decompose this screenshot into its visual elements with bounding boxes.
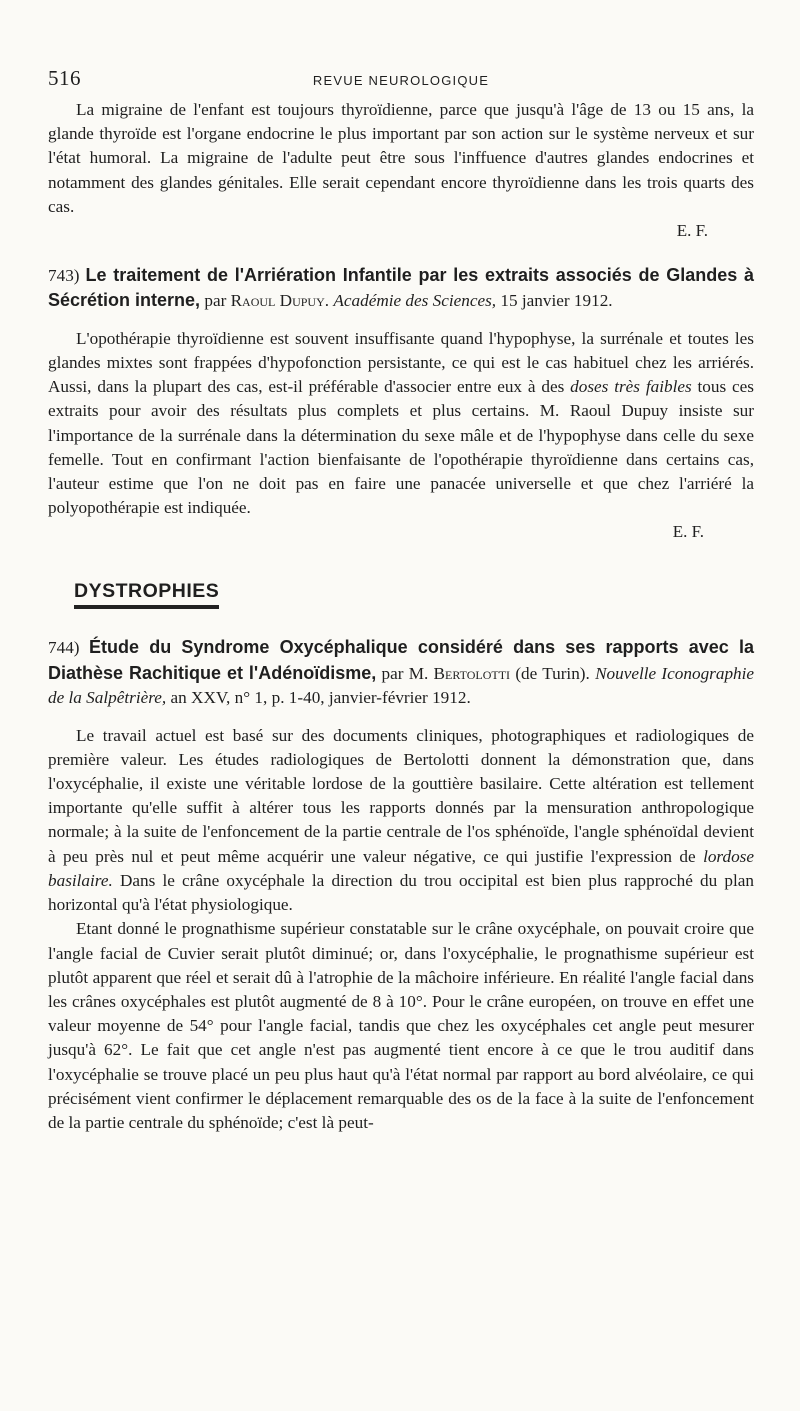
entry-743-title: Le traitement de l'Arriération Infantile par les extraits associés de Glandes à Sécrétion interne, (48, 265, 755, 311)
entry-744-origin: (de Turin). (515, 663, 590, 683)
entry-744-text-a: Le travail actuel est basé sur des documents cliniques, photographiques et radiologiques de première valeur. Les études radiologiques de Bertolotti donnent la démonstration que, dans l'oxycéphalie, il existe une véritable lordose de la gouttière basilaire. Cette altération est tellement importante qu'elle suffit à altérer tous les rapports donnés par la mensuration anthropologique normale; à la suite de l'enfoncement de la partie centrale de l'os sphénoïde, l'angle sphénoïdal devient à peu près nul et peut même acquérir une valeur négative, ce qui justifie l'expression de (48, 725, 754, 866)
section-title: DYSTROPHIES (74, 580, 219, 609)
entry-743-text-a: L'opothérapie thyroïdienne est souvent insuffisante quand l'hypophyse, la surrénale et toutes les glandes mixtes sont frappées d'hypofonction persistante, ce qui est le cas habituel chez les arriérés. Aussi, dans la plupart des cas, est-il préférable d'associer entre eux à des (48, 328, 754, 397)
entry-743-emphasis: doses très faibles (570, 377, 692, 397)
entry-743-by: par (204, 291, 227, 311)
entry-743-source: Académie des Sciences, (333, 291, 497, 311)
entry-743-signature: E. F. (672, 522, 704, 542)
journal-page (48, 66, 754, 1135)
intro-paragraph: La migraine de l'enfant est toujours thyroïdienne, parce que jusqu'à l'âge de 13 ou 15 ans, la glande thyroïde est l'organe endocrine le plus important par son action sur le système nerveux et sur l'état humoral. La migraine de l'adulte peut être sous l'inffuence d'autres glandes endocrines et notamment des glandes génitales. Elle serait cependant encore thyroïdienne dans les trois quarts des cas. (48, 100, 754, 216)
entry-743-heading (48, 263, 754, 314)
section-heading (74, 580, 219, 609)
entry-744-by: par M. (381, 663, 429, 683)
entry-744-number: 744) (48, 638, 80, 658)
entry-743-number: 743) (48, 266, 80, 286)
entry-744-paragraph-1 (48, 724, 754, 918)
entry-743-text-b: tous ces extraits pour avoir des résultats plus complets et plus certains. M. Raoul Dupuy insiste sur l'importance de la surrénale dans la détermination du sexe mâle et de l'hypophyse dans celle du sexe femelle. Tout en confirmant l'action bienfaisante de l'opothérapie thyroïdienne dans certains cas, l'auteur estime que l'on ne doit pas en faire une panacée universelle et que chez l'arriéré la polyopothérapie est indiquée. (48, 377, 754, 518)
entry-743-author: Raoul Dupuy. (230, 291, 330, 311)
entry-744-paragraph-2: Etant donné le prognathisme supérieur constatable sur le crâne oxycéphale, on pouvait croire que l'angle facial de Cuvier serait plutôt diminué; or, dans l'oxycéphalie, le prognathisme supérieur est plutôt apparent que réel et serait dû à l'atrophie de la mâchoire inférieure. En réalité l'angle facial dans les crânes oxycéphales est plutôt augmenté de 8 à 10°. Pour le crâne européen, on trouve en effet une valeur moyenne de 54° pour l'angle facial, tandis que chez les oxycéphales cet angle peut mesurer jusqu'à 62°. Le fait que cet angle n'est pas augmenté tient encore à ce que le trou auditif dans l'oxycéphalie se trouve placé un peu plus haut qu'à l'état normal par rapport au bord alvéolaire, ce qui précisément vient confirmer le déplacement remarquable des os de la face à la suite de l'enfoncement de la partie centrale du sphénoïde; c'est là peut- (48, 919, 754, 1132)
entry-744-text-b: Dans le crâne oxycéphale la direction du trou occipital est bien plus rapproché du plan horizontal qu'à l'état physiologique. (48, 870, 754, 915)
entry-744-source: Nouvelle Iconographie de la Salpêtrière, (48, 663, 755, 708)
entry-743-date: 15 janvier 1912. (500, 291, 613, 311)
running-title: REVUE NEUROLOGIQUE (312, 73, 490, 88)
entry-744-emphasis: lordose basilaire. (48, 846, 754, 890)
entry-743-paragraph (48, 327, 754, 521)
entry-744-ref: an XXV, n° 1, p. 1-40, janvier-février 1912. (170, 688, 471, 708)
intro-signature: E. F. (676, 221, 708, 241)
entry-744-title: Étude du Syndrome Oxycéphalique considéré dans ses rapports avec la Diathèse Rachitique et l'Adénoïdisme, (48, 637, 755, 683)
page-header (48, 66, 754, 92)
entry-744-author: Bertolotti (433, 663, 511, 683)
entry-744-heading (48, 635, 754, 710)
page-number: 516 (48, 66, 81, 90)
